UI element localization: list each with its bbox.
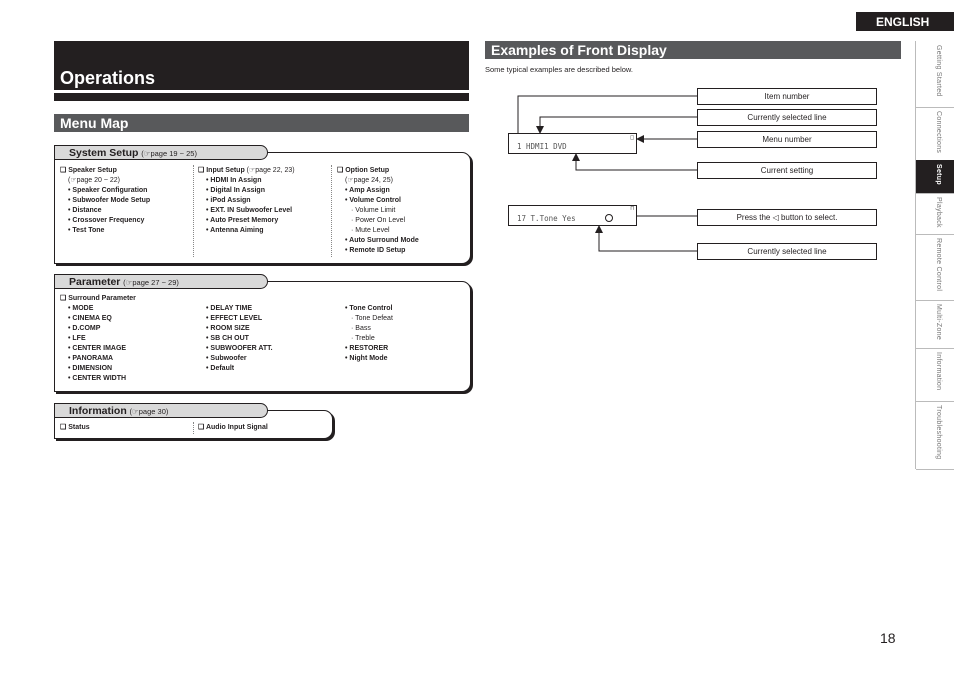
front-display-example-2 xyxy=(508,205,637,226)
menu-item: • Subwoofer xyxy=(206,355,247,362)
side-tab-label: Remote Control xyxy=(935,238,942,292)
menu-item: • RESTORER xyxy=(345,345,389,352)
language-tab: ENGLISH xyxy=(856,12,954,31)
side-tab-label: Information xyxy=(935,352,942,391)
speaker-setup-heading: ❑ Speaker Setup xyxy=(60,167,117,174)
menu-item: • Subwoofer Mode Setup xyxy=(68,197,151,204)
menu-item: • Auto Preset Memory xyxy=(206,217,279,224)
menu-item: • ROOM SIZE xyxy=(206,325,250,332)
menu-item: • Tone Control xyxy=(345,305,393,312)
menu-item: • SB CH OUT xyxy=(206,335,249,342)
information-ref: (☞page 30) xyxy=(129,407,169,416)
callout-item-number: Item number xyxy=(697,88,877,105)
display-2-marker: ⊓ xyxy=(630,205,634,212)
side-tab-label: Getting Started xyxy=(935,45,942,97)
menu-item: • CENTER IMAGE xyxy=(68,345,127,352)
parameter-ref: (☞page 27 ~ 29) xyxy=(123,278,179,287)
selected-line-connector-2 xyxy=(599,226,697,251)
side-tab-label: Connections xyxy=(935,111,942,154)
input-setup-heading: ❑ Input Setup xyxy=(198,167,245,174)
menu-item: • EXT. IN Subwoofer Level xyxy=(206,207,293,214)
menu-item: • DELAY TIME xyxy=(206,305,253,312)
system-setup-ref: (☞page 19 ~ 25) xyxy=(141,149,197,158)
menu-subitem: · Power On Level xyxy=(351,217,406,224)
menu-item: • CENTER WIDTH xyxy=(68,375,127,382)
menu-item: • CINEMA EQ xyxy=(68,315,112,322)
information-item-status: ❑ Status xyxy=(60,424,90,431)
input-setup-ref: (☞page 22, 23) xyxy=(246,167,295,174)
menu-subitem: · Treble xyxy=(351,335,375,342)
parameter-title: Parameter xyxy=(69,276,121,288)
callout-menu-number: Menu number xyxy=(697,131,877,148)
side-tab-label: Troubleshooting xyxy=(935,405,942,460)
option-setup-ref: (☞page 24, 25) xyxy=(345,177,393,184)
menu-item: • Speaker Configuration xyxy=(68,187,148,194)
menu-item: • Crossover Frequency xyxy=(68,217,145,224)
callout-press-button: Press the ◁ button to select. xyxy=(697,209,877,226)
menu-item: • Amp Assign xyxy=(345,187,390,194)
option-setup-heading: ❑ Option Setup xyxy=(337,167,390,174)
page-number: 18 xyxy=(880,630,896,646)
menu-item: • EFFECT LEVEL xyxy=(206,315,263,322)
display-1-marker: □ xyxy=(630,134,634,141)
system-setup-title: System Setup xyxy=(69,147,139,159)
menu-item: • Antenna Aiming xyxy=(206,227,264,234)
callout-currently-selected-line-2: Currently selected line xyxy=(697,243,877,260)
callout-current-setting: Current setting xyxy=(697,162,877,179)
information-item-audio-input-signal: ❑ Audio Input Signal xyxy=(198,424,268,431)
menu-subitem: · Mute Level xyxy=(351,227,390,234)
menu-subitem: · Tone Defeat xyxy=(351,315,393,322)
side-tab-label: Multi-Zone xyxy=(935,304,942,341)
menu-item: • Auto Surround Mode xyxy=(345,237,419,244)
menu-item: • Digital In Assign xyxy=(206,187,265,194)
menu-subitem: · Volume Limit xyxy=(351,207,396,214)
selected-line-connector-1 xyxy=(540,117,697,133)
display-2-text: 17 T.Tone Yes xyxy=(517,214,576,223)
menu-map-heading: Menu Map xyxy=(54,114,469,132)
menu-item: • HDMI In Assign xyxy=(206,177,262,184)
surround-parameter-heading: ❑ Surround Parameter xyxy=(60,295,136,302)
menu-item: • Night Mode xyxy=(345,355,388,362)
examples-heading: Examples of Front Display xyxy=(485,41,901,59)
menu-item: • iPod Assign xyxy=(206,197,251,204)
menu-item: • DIMENSION xyxy=(68,365,113,372)
side-tab-label: Setup xyxy=(935,164,942,185)
menu-item: • SUBWOOFER ATT. xyxy=(206,345,273,352)
menu-item: • Test Tone xyxy=(68,227,105,234)
information-title: Information xyxy=(69,405,127,417)
speaker-setup-ref: (☞page 20 ~ 22) xyxy=(68,177,121,184)
side-tab-label: Playback xyxy=(935,197,942,228)
front-display-example-1 xyxy=(508,133,637,154)
menu-item: • MODE xyxy=(68,305,94,312)
display-1-text: 1 HDMI1 DVD xyxy=(517,142,567,151)
menu-item: • D.COMP xyxy=(68,325,101,332)
current-setting-connector xyxy=(576,154,697,170)
menu-item: • Distance xyxy=(68,207,102,214)
menu-item: • Default xyxy=(206,365,235,372)
menu-subitem: · Bass xyxy=(351,325,371,332)
menu-item: • Volume Control xyxy=(345,197,401,204)
examples-intro: Some typical examples are described below. xyxy=(485,65,633,74)
operations-title: Operations xyxy=(60,68,156,88)
callout-currently-selected-line-1: Currently selected line xyxy=(697,109,877,126)
menu-item: • Remote ID Setup xyxy=(345,247,406,254)
menu-item: • PANORAMA xyxy=(68,355,114,362)
cursor-circle-icon xyxy=(605,214,613,222)
menu-item: • LFE xyxy=(68,335,86,342)
